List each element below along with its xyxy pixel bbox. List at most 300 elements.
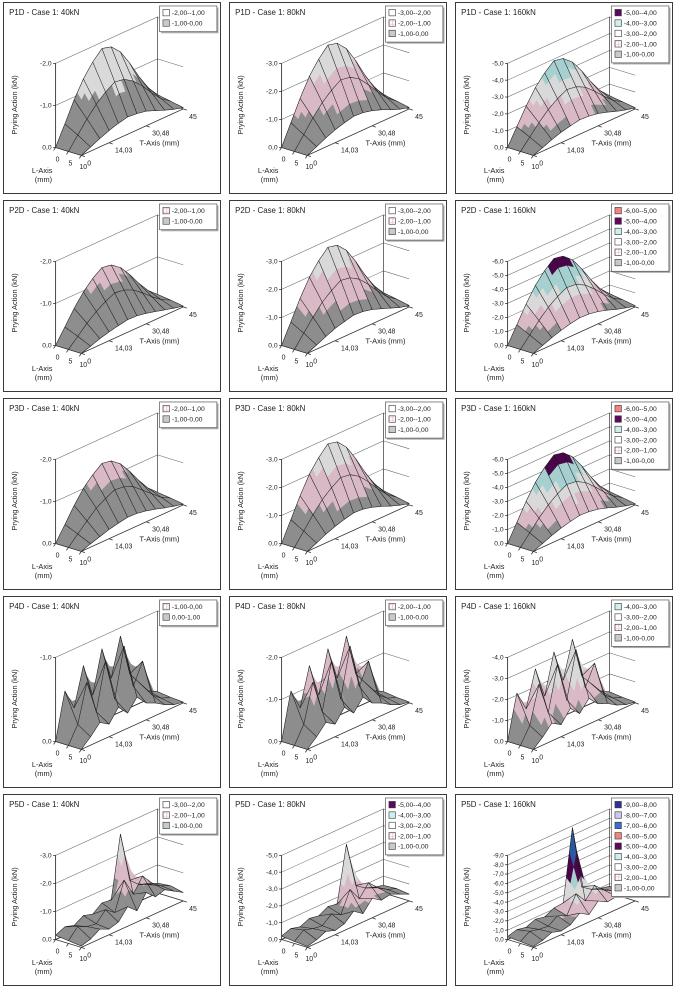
legend-swatch-cyan [389, 812, 395, 818]
t-tick-label: 45 [641, 707, 649, 715]
t-tick-label: 45 [415, 311, 423, 319]
z-tick-label: -7,0 [493, 871, 504, 879]
z-tick-label: -3,0 [266, 886, 278, 894]
axis-line [508, 611, 610, 658]
axis-line [533, 353, 537, 354]
surface-chart-panel-p4d-160 [455, 596, 673, 788]
axis-line [282, 843, 384, 890]
legend-label: -1,00-0,00 [397, 843, 429, 851]
axis-line [146, 324, 150, 325]
axis-line [79, 155, 81, 158]
t-tick-label: 45 [415, 113, 423, 121]
z-axis-title: Prying Action (kN) [10, 669, 19, 729]
axis-line [384, 876, 410, 884]
legend-label: -4,00--3,00 [397, 812, 431, 820]
axis-line [183, 505, 187, 506]
t-tick-label: 0 [539, 556, 544, 564]
l-axis-title: L-Axis [257, 958, 279, 968]
l-axis-title-units: (mm) [260, 769, 279, 779]
axis-line [158, 893, 184, 901]
t-tick-label: 45 [641, 905, 649, 913]
t-tick-label: 30,48 [378, 526, 396, 534]
axis-line [56, 215, 158, 262]
axis-line [292, 151, 294, 154]
l-axis-title-units: (mm) [486, 967, 505, 977]
legend [386, 798, 445, 856]
axis-line [533, 551, 537, 552]
legend-label: -1,00-0,00 [171, 604, 203, 612]
l-tick-label: 0 [55, 156, 60, 164]
axis-line [158, 865, 184, 873]
legend-swatch-pattern [163, 405, 169, 411]
z-tick-label: -2,0 [40, 60, 52, 68]
axis-line [292, 547, 294, 550]
legend-swatch-white [163, 9, 169, 15]
axis-line [146, 126, 150, 127]
l-tick-label: 5 [294, 556, 299, 564]
legend-swatch-gray [163, 20, 169, 26]
t-tick-label: 14,03 [115, 147, 133, 155]
z-tick-label: 0,0 [494, 342, 504, 350]
axis-line [292, 943, 294, 946]
l-tick-label: 5 [520, 358, 525, 366]
legend-swatch-gray [389, 426, 395, 432]
legend-swatch-gray [389, 228, 395, 234]
legend-swatch-purple [615, 843, 621, 849]
axis-line [146, 522, 150, 523]
axis-line [635, 901, 639, 902]
panel-title: P1D - Case 1: 160kN [461, 7, 536, 17]
z-tick-label: 0,0 [268, 342, 278, 350]
panel-title: P3D - Case 1: 40kN [9, 403, 80, 413]
panel-title: P1D - Case 1: 40kN [9, 7, 80, 17]
legend-label: -2,00--1,00 [397, 604, 431, 612]
legend-swatch-gray [389, 614, 395, 620]
t-tick-label: 14,03 [115, 345, 133, 353]
z-tick-label: -2,0 [40, 258, 52, 266]
l-tick-label: 10 [305, 758, 314, 766]
z-tick-label: -2,0 [266, 88, 278, 96]
surface-chart-panel-p3d-40 [3, 398, 221, 590]
l-tick-label: 0 [281, 354, 286, 362]
axis-line [282, 611, 384, 658]
z-tick-label: -2,0 [492, 314, 504, 322]
t-axis-title: T-Axis (mm) [591, 138, 632, 148]
axis-line [635, 307, 639, 308]
axis-line [280, 147, 282, 150]
legend-label: -1,00-0,00 [623, 635, 655, 643]
z-tick-label: -5,0 [492, 272, 504, 280]
axis-line [610, 84, 636, 92]
axis-line [79, 947, 81, 950]
l-axis-title: L-Axis [31, 364, 53, 374]
surface-plot-p3d-160 [456, 399, 672, 589]
axis-line [79, 551, 81, 554]
l-tick-label: 10 [531, 164, 540, 172]
axis-line [335, 539, 339, 540]
legend-label: -2,00--1,00 [623, 624, 657, 632]
axis-line [409, 307, 413, 308]
axis-line [81, 353, 85, 354]
l-tick-label: 10 [531, 758, 540, 766]
legend-label: -5,00--4,00 [623, 10, 657, 18]
surface-chart-panel-p4d-80 [229, 596, 447, 788]
l-axis-title-units: (mm) [260, 373, 279, 383]
panel-title: P5D - Case 1: 40kN [9, 799, 80, 809]
panel-title: P4D - Case 1: 40kN [9, 601, 80, 611]
t-axis-title: T-Axis (mm) [591, 336, 632, 346]
z-tick-label: -5,0 [266, 852, 278, 860]
legend-label: -9,00--8,00 [623, 802, 657, 810]
legend-label: -1,00-0,00 [397, 426, 429, 434]
t-tick-label: 45 [189, 113, 197, 121]
l-tick-label: 10 [79, 956, 88, 964]
z-axis-title: Prying Action (kN) [462, 273, 471, 333]
surface-plot-p4d-160 [456, 597, 672, 787]
t-tick-label: 14,03 [567, 741, 585, 749]
z-tick-label: 0,0 [268, 936, 278, 944]
legend-swatch-purple [615, 9, 621, 15]
legend-label: -2,00--1,00 [171, 406, 205, 414]
z-tick-label: -1,0 [40, 908, 52, 916]
surface-plot-p4d-80 [230, 597, 446, 787]
axis-line [561, 539, 565, 540]
legend-swatch-gray [615, 885, 621, 891]
axis-line [508, 17, 610, 64]
z-tick-label: -3,0 [492, 675, 504, 683]
z-tick-label: -9,0 [493, 852, 504, 860]
t-tick-label: 30,48 [604, 922, 622, 930]
axis-line [518, 349, 520, 352]
t-tick-label: 45 [641, 113, 649, 121]
axis-line [183, 307, 187, 308]
t-tick-label: 45 [189, 707, 197, 715]
legend-label: -4,00--3,00 [623, 854, 657, 862]
legend-swatch-white [389, 405, 395, 411]
l-tick-label: 5 [294, 952, 299, 960]
legend-label: -3,00--2,00 [623, 437, 657, 445]
l-tick-label: 10 [305, 956, 314, 964]
legend-swatch-gray [389, 843, 395, 849]
legend-label: -1,00-0,00 [397, 614, 429, 622]
l-tick-label: 5 [68, 358, 73, 366]
axis-line [518, 745, 520, 748]
t-tick-label: 14,03 [567, 939, 585, 947]
axis-line [81, 947, 85, 948]
z-tick-label: -2,0 [40, 880, 52, 888]
z-tick-label: -2,0 [266, 286, 278, 294]
legend-label: -1,00-0,00 [171, 20, 203, 28]
axis-line [635, 505, 639, 506]
t-tick-label: 45 [641, 509, 649, 517]
legend [386, 204, 445, 242]
legend-swatch-pattern [615, 624, 621, 630]
panel-title: P2D - Case 1: 80kN [235, 205, 306, 215]
axis-line [307, 155, 311, 156]
legend-label: -6,00--5,00 [623, 406, 657, 414]
t-tick-label: 0 [87, 160, 92, 168]
l-tick-label: 0 [281, 948, 286, 956]
legend-swatch-blue [615, 822, 621, 828]
legend-label: 0,00-1,00 [171, 614, 201, 622]
surface-chart-panel-p1d-160 [455, 2, 673, 194]
z-tick-label: -1,0 [266, 314, 278, 322]
legend [612, 798, 671, 898]
axis-line [635, 109, 639, 110]
axis-line [610, 67, 636, 75]
axis-line [372, 126, 376, 127]
axis-line [533, 947, 537, 948]
t-axis-title: T-Axis (mm) [365, 930, 406, 940]
axis-line [384, 441, 410, 449]
axis-line [506, 543, 508, 546]
axis-line [372, 720, 376, 721]
t-tick-label: 30,48 [604, 724, 622, 732]
z-tick-label: -4,0 [492, 77, 504, 85]
axis-line [533, 749, 537, 750]
axis-line [146, 720, 150, 721]
legend-label: -5,00--4,00 [397, 802, 431, 810]
axis-line [66, 745, 68, 748]
panel-title: P4D - Case 1: 160kN [461, 601, 536, 611]
t-tick-label: 14,03 [341, 147, 359, 155]
t-tick-label: 14,03 [567, 345, 585, 353]
legend-swatch-white [163, 801, 169, 807]
t-tick-label: 14,03 [341, 543, 359, 551]
surface-plot-p3d-40 [4, 399, 220, 589]
axis-line [384, 73, 410, 81]
z-tick-label: -1,0 [40, 102, 52, 110]
axis-line [506, 741, 508, 744]
legend-label: -2,00--1,00 [623, 447, 657, 455]
axis-line [335, 341, 339, 342]
legend-swatch-lavender [615, 812, 621, 818]
t-tick-label: 14,03 [341, 741, 359, 749]
axis-line [610, 653, 636, 661]
legend-label: -2,00--1,00 [171, 812, 205, 820]
legend [386, 6, 445, 44]
legend-swatch-pattern [163, 207, 169, 213]
legend-swatch-white [615, 239, 621, 245]
t-tick-label: 0 [313, 160, 318, 168]
l-axis-title-units: (mm) [34, 967, 53, 977]
z-tick-label: -4,0 [266, 869, 278, 877]
l-tick-label: 5 [520, 160, 525, 168]
axis-line [54, 741, 56, 744]
l-axis-title-units: (mm) [260, 571, 279, 581]
l-tick-label: 0 [507, 156, 512, 164]
z-tick-label: -1,0 [492, 526, 504, 534]
axis-line [66, 547, 68, 550]
l-axis-title: L-Axis [257, 166, 279, 176]
legend-swatch-gray [615, 259, 621, 265]
t-tick-label: 45 [415, 707, 423, 715]
axis-line [518, 547, 520, 550]
axis-line [506, 939, 508, 942]
axis-line [335, 143, 339, 144]
l-axis-title-units: (mm) [260, 175, 279, 185]
z-tick-label: 0,0 [42, 144, 52, 152]
legend-label: -1,00-0,00 [171, 822, 203, 830]
legend-swatch-coral [615, 207, 621, 213]
legend [386, 600, 445, 627]
axis-line [508, 215, 610, 262]
l-axis-title: L-Axis [483, 760, 505, 770]
axis-line [384, 469, 410, 477]
l-axis-title: L-Axis [483, 958, 505, 968]
l-axis-title-units: (mm) [486, 175, 505, 185]
panel-title: P5D - Case 1: 80kN [235, 799, 306, 809]
surface-plot-p3d-80 [230, 399, 446, 589]
axis-line [81, 155, 85, 156]
t-tick-label: 30,48 [152, 526, 170, 534]
legend-swatch-white [615, 437, 621, 443]
legend-label: -4,00--3,00 [623, 604, 657, 612]
axis-line [610, 285, 636, 293]
surface-chart-panel-p2d-160 [455, 200, 673, 392]
legend-label: -4,00--3,00 [623, 228, 657, 236]
axis-line [280, 939, 282, 942]
panel-title: P4D - Case 1: 80kN [235, 601, 306, 611]
axis-line [109, 539, 113, 540]
axis-line [79, 749, 81, 752]
legend-swatch-pattern [389, 416, 395, 422]
z-tick-label: -1,0 [40, 654, 52, 662]
z-axis-title: Prying Action (kN) [462, 75, 471, 135]
axis-line [79, 353, 81, 356]
axis-line [518, 151, 520, 154]
l-tick-label: 10 [305, 362, 314, 370]
z-axis-title: Prying Action (kN) [236, 75, 245, 135]
axis-line [307, 353, 311, 354]
legend-swatch-gray [163, 614, 169, 620]
l-tick-label: 0 [507, 354, 512, 362]
l-axis-title-units: (mm) [486, 571, 505, 581]
t-axis-title: T-Axis (mm) [591, 930, 632, 940]
l-tick-label: 10 [305, 560, 314, 568]
axis-line [506, 147, 508, 150]
l-tick-label: 0 [507, 750, 512, 758]
axis-line [305, 353, 307, 356]
legend-swatch-purple [615, 218, 621, 224]
axis-line [598, 918, 602, 919]
z-tick-label: 0,0 [42, 342, 52, 350]
axis-line [533, 155, 537, 156]
z-axis-title: Prying Action (kN) [236, 273, 245, 333]
legend-label: -2,00--1,00 [623, 249, 657, 257]
z-tick-label: 0,0 [268, 540, 278, 548]
l-tick-label: 5 [520, 952, 525, 960]
t-tick-label: 0 [539, 358, 544, 366]
legend-label: -3,00--2,00 [397, 208, 431, 216]
surface-plot-p1d-80 [230, 3, 446, 193]
legend-label: -4,00--3,00 [623, 20, 657, 28]
legend [612, 402, 671, 471]
axis-line [66, 151, 68, 154]
axis-line [508, 837, 610, 884]
z-tick-label: -1,0 [266, 696, 278, 704]
legend-label: -2,00--1,00 [397, 833, 431, 841]
legend [160, 6, 219, 33]
legend-label: -2,00--1,00 [623, 41, 657, 49]
z-tick-label: -2,0 [492, 111, 504, 119]
axis-line [158, 59, 184, 67]
l-tick-label: 10 [531, 560, 540, 568]
l-axis-title: L-Axis [483, 166, 505, 176]
z-tick-label: -6,0 [492, 456, 504, 464]
axis-line [335, 737, 339, 738]
surface-plot-p2d-80 [230, 201, 446, 391]
axis-line [282, 809, 384, 856]
legend-label: -2,00--1,00 [171, 208, 205, 216]
legend-label: -3,00--2,00 [397, 406, 431, 414]
t-axis-title: T-Axis (mm) [139, 336, 180, 346]
z-tick-label: 0,0 [494, 738, 504, 746]
l-tick-label: 5 [68, 754, 73, 762]
l-tick-label: 10 [79, 560, 88, 568]
t-tick-label: 14,03 [567, 147, 585, 155]
z-tick-label: -1,0 [492, 717, 504, 725]
axis-line [81, 749, 85, 750]
t-axis-title: T-Axis (mm) [139, 930, 180, 940]
axis-line [54, 345, 56, 348]
axis-line [280, 741, 282, 744]
surface-plot-p1d-160 [456, 3, 672, 193]
z-tick-label: -1,0 [266, 512, 278, 520]
t-tick-label: 14,03 [341, 939, 359, 947]
l-tick-label: 0 [281, 552, 286, 560]
legend-swatch-navy [615, 801, 621, 807]
l-axis-title-units: (mm) [34, 175, 53, 185]
z-tick-label: -3,0 [492, 498, 504, 506]
surface-chart-panel-p2d-80 [229, 200, 447, 392]
axis-line [146, 918, 150, 919]
legend-swatch-pattern [615, 41, 621, 47]
legend-label: -1,00-0,00 [623, 260, 655, 268]
axis-line [305, 551, 307, 554]
l-tick-label: 10 [531, 362, 540, 370]
z-tick-label: 0,0 [494, 540, 504, 548]
t-tick-label: 30,48 [604, 130, 622, 138]
t-tick-label: 30,48 [152, 724, 170, 732]
l-tick-label: 0 [55, 552, 60, 560]
z-tick-label: -4,0 [492, 654, 504, 662]
axis-line [531, 155, 533, 158]
l-axis-title: L-Axis [483, 562, 505, 572]
legend-swatch-pattern [389, 603, 395, 609]
axis-line [598, 126, 602, 127]
z-tick-label: -2,0 [266, 654, 278, 662]
z-tick-label: -1,0 [492, 328, 504, 336]
z-axis-title: Prying Action (kN) [10, 75, 19, 135]
surface-chart-panel-p2d-40 [3, 200, 221, 392]
legend-swatch-gray [615, 635, 621, 641]
t-axis-title: T-Axis (mm) [365, 732, 406, 742]
surface-chart-panel-p3d-160 [455, 398, 673, 590]
z-tick-label: -5,0 [492, 470, 504, 478]
l-tick-label: 0 [507, 552, 512, 560]
axis-line [384, 859, 410, 867]
l-axis-title: L-Axis [31, 562, 53, 572]
legend-label: -3,00--2,00 [397, 10, 431, 18]
legend-swatch-cyan [615, 228, 621, 234]
axis-line [384, 45, 410, 53]
z-axis-title: Prying Action (kN) [462, 471, 471, 531]
l-tick-label: 5 [68, 952, 73, 960]
legend-swatch-pattern [389, 833, 395, 839]
t-tick-label: 14,03 [341, 345, 359, 353]
legend-label: -1,00-0,00 [397, 30, 429, 38]
